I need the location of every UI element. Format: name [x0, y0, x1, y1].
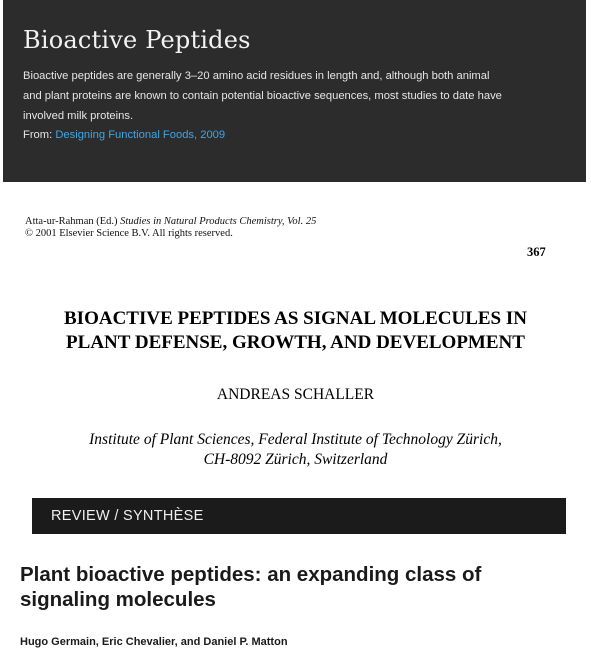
- article-title-line: signaling molecules: [20, 588, 216, 611]
- topic-title: Bioactive Peptides: [23, 26, 251, 54]
- affiliation-line: Institute of Plant Sciences, Federal Institute of Technology Zürich,: [89, 431, 502, 448]
- affiliation-line: CH-8092 Zürich, Switzerland: [203, 451, 388, 468]
- section-banner: [32, 498, 566, 534]
- section-label: REVIEW / SYNTHÈSE: [51, 508, 204, 524]
- chapter-title-line: BIOACTIVE PEPTIDES AS SIGNAL MOLECULES IN: [64, 308, 527, 329]
- article-authors: Hugo Germain, Eric Chevalier, and Daniel P. Matton: [20, 636, 288, 648]
- citation-editor: Atta-ur-Rahman (Ed.): [25, 216, 118, 227]
- page-number: 367: [527, 245, 546, 259]
- topic-definition-panel: [3, 0, 586, 182]
- source-link[interactable]: Designing Functional Foods, 2009: [55, 129, 226, 141]
- definition-line: involved milk proteins.: [23, 110, 134, 122]
- citation-copyright: © 2001 Elsevier Science B.V. All rights reserved.: [25, 228, 233, 239]
- chapter-author: ANDREAS SCHALLER: [216, 386, 375, 403]
- chapter-title: [0, 307, 591, 355]
- chapter-citation: [25, 216, 316, 240]
- source-label: From:: [23, 129, 53, 141]
- chapter-affiliation: [0, 430, 591, 470]
- topic-source: [23, 129, 566, 141]
- article-title-line: Plant bioactive peptides: an expanding class of: [20, 563, 482, 586]
- article-title: [20, 562, 580, 612]
- topic-definition: [23, 66, 533, 126]
- chapter-title-line: PLANT DEFENSE, GROWTH, AND DEVELOPMENT: [66, 332, 525, 353]
- citation-series: Studies in Natural Products Chemistry, Vol. 25: [120, 216, 317, 227]
- definition-line: and plant proteins are known to contain potential bioactive sequences, most studies to date have: [23, 90, 502, 102]
- definition-line: Bioactive peptides are generally 3–20 amino acid residues in length and, although both animal: [23, 70, 490, 82]
